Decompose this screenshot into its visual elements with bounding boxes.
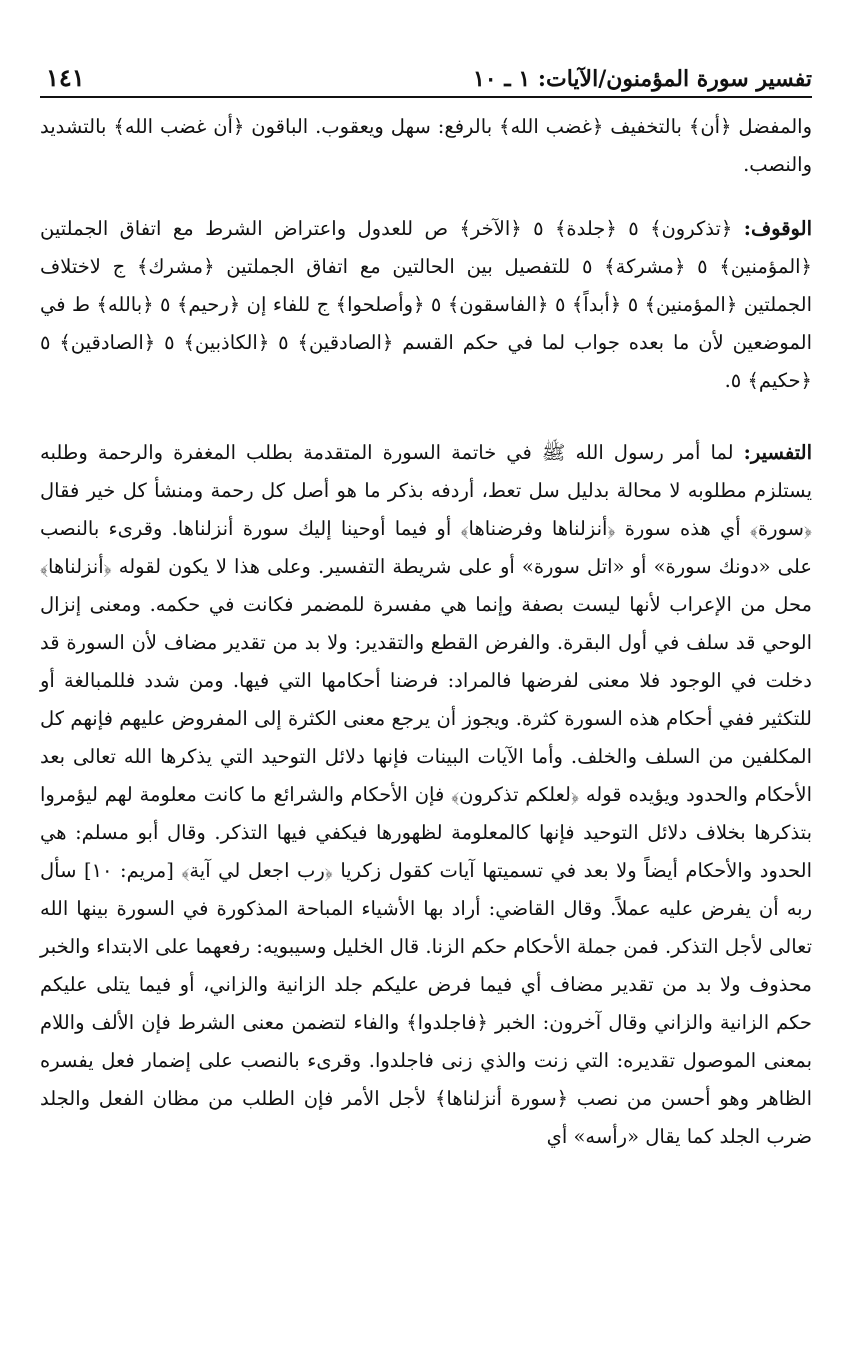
book-page — [40, 52, 812, 1156]
running-title: تفسير سورة المؤمنون/الآيات: ١ ـ ١٠ — [472, 66, 812, 92]
tafsir-label: التفسير: — [743, 441, 812, 464]
wuquf-paragraph — [40, 210, 812, 400]
tafsir-text: لما أمر رسول الله ﷺ في خاتمة السورة المتقدمة بطلب المغفرة والرحمة وطلبه يستلزم مطلوبه لا محالة بدليل سل تعط، أردفه بذكر ما هو أصل كل رحمة ومنشأ كل خير فقال ﴿سورة﴾ أي هذه سورة ﴿أنزلناها وفرضناها﴾ أو فيما أوحينا إليك سورة أنزلناها. وقرىء بالنصب على «دونك سورة» أو «اتل سورة» أو على شريطة التفسير. وعلى هذا لا يكون لقوله ﴿أنزلناها﴾ محل من الإعراب لأنها ليست بصفة وإنما هي مفسرة للمضمر فكانت في حكمه. ومعنى إنزال الوحي قد سلف في أول البقرة. والفرض القطع والتقدير: ولا بد من تقدير مضاف لأن السورة قد دخلت في الوجود فلا معنى لفرضها فالمراد: فرضنا أحكامها التي فيها. ومن شدد فللمبالغة أو للتكثير ففي أحكام هذه السورة كثرة. ويجوز أن يرجع معنى الكثرة إلى المفروض عليهم فإنهم كل المكلفين من السلف والخلف. وأما الآيات البينات فإنها دلائل التوحيد التي يذكرها الله تعالى بعد الأحكام والحدود ويؤيده قوله ﴿لعلكم تذكرون﴾ فإن الأحكام والشرائع ما كانت معلومة لهم ليؤمروا بتذكرها بخلاف دلائل التوحيد فإنها كالمعلومة لظهورها فيكفي فيها التذكر. وقال أبو مسلم: هي الحدود والأحكام أيضاً ولا بعد في تسميتها آيات كقول زكريا ﴿رب اجعل لي آية﴾ [مريم: ١٠] سأل ربه أن يفرض عليه عملاً. وقال القاضي: أراد بها الأشياء المباحة المذكورة في السورة بينها الله تعالى لأجل التذكر. فمن جملة الأحكام حكم الزنا. قال الخليل وسيبويه: رفعهما على الابتداء والخبر محذوف ولا بد من تقدير مضاف أي فيما فرض عليكم جلد الزانية والزاني، أو فيما يتلى عليكم حكم الزانية والزاني وقال آخرون: الخبر ﴿فاجلدوا﴾ والفاء لتضمن معنى الشرط فإن الألف واللام بمعنى الموصول تقديره: التي زنت والذي زنى فاجلدوا. وقرىء بالنصب على إضمار فعل يفسره الظاهر وهو أحسن من نصب ﴿سورة أنزلناها﴾ لأجل الأمر فإن الطلب من مظان الفعل والجلد ضرب الجلد كما يقال «رأسه» أي — [40, 441, 812, 1148]
page-header — [40, 52, 812, 98]
wuquf-text: ﴿تذكرون﴾ ٥ ﴿جلدة﴾ ٥ ﴿الآخر﴾ ص للعدول واعتراض الشرط مع اتفاق الجملتين ﴿المؤمنين﴾ ٥ ﴿مشركة﴾ ٥ للتفصيل بين الحالتين مع اتفاق الجملتين ﴿مشرك﴾ ج لاختلاف الجملتين ﴿المؤمنين﴾ ٥ ﴿أبداً﴾ ٥ ﴿الفاسقون﴾ ٥ ﴿وأصلحوا﴾ ج للفاء إن ﴿رحيم﴾ ٥ ﴿بالله﴾ ط في الموضعين لأن ما بعده جواب لما في حكم القسم ﴿الصادقين﴾ ٥ ﴿الكاذبين﴾ ٥ ﴿الصادقين﴾ ٥ ﴿حكيم﴾ ٥. — [40, 217, 812, 392]
tafsir-body — [40, 434, 812, 1156]
page-number: ١٤١ — [46, 63, 85, 92]
tafsir-paragraph — [40, 434, 812, 1156]
qiraat-paragraph — [40, 108, 812, 184]
wuquf-body — [40, 210, 812, 400]
wuquf-label: الوقوف: — [743, 217, 812, 240]
qiraat-text: والمفضل ﴿أن﴾ بالتخفيف ﴿غضب الله﴾ بالرفع: سهل ويعقوب. الباقون ﴿أن غضب الله﴾ بالتشديد والنصب. — [40, 115, 812, 176]
